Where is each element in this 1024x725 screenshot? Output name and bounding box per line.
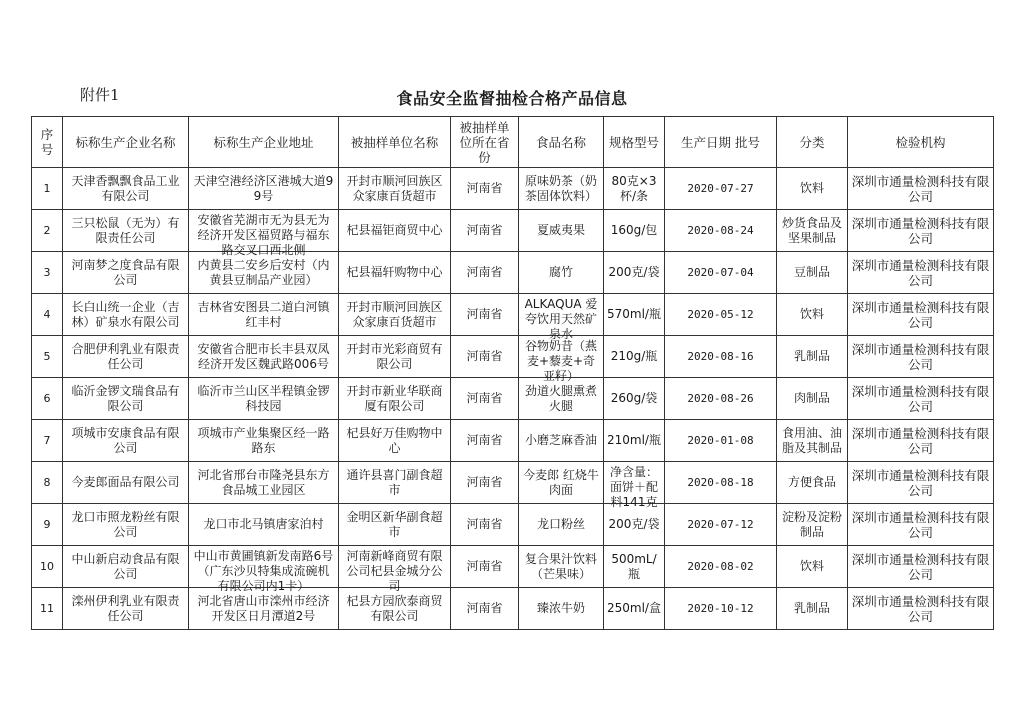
cell-address-text: 项城市产业集聚区经一路路东 xyxy=(197,425,330,455)
cell-sampled-unit-text: 杞县好万佳购物中心 xyxy=(346,425,443,455)
cell-category-text: 豆制品 xyxy=(793,265,830,279)
table-row xyxy=(32,210,994,252)
cell-seq xyxy=(32,504,63,546)
cell-sampled-unit xyxy=(339,546,451,593)
cell-production-date xyxy=(665,588,777,630)
cell-lab-text: 深圳市通量检测科技有限公司 xyxy=(851,341,990,372)
cell-province-text: 河南省 xyxy=(466,433,503,447)
cell-province xyxy=(451,420,519,462)
cell-production-date xyxy=(665,378,777,420)
cell-food-name-text: 腐竹 xyxy=(548,265,573,279)
cell-address-text: 河北省唐山市滦州市经济开发区日月潭道2号 xyxy=(197,593,330,623)
cell-lab-text: 深圳市通量检测科技有限公司 xyxy=(851,299,990,330)
cell-seq-text: 11 xyxy=(40,602,54,615)
cell-maker-text: 项城市安康食品有限公司 xyxy=(71,425,180,455)
cell-production-date-text: 2020-08-26 xyxy=(687,392,754,405)
table-row xyxy=(32,546,994,588)
cell-food-name xyxy=(519,252,604,294)
cell-spec xyxy=(604,504,665,546)
cell-address-text: 天津空港经济区港城大道99号 xyxy=(193,173,334,203)
cell-province xyxy=(451,168,519,210)
cell-production-date xyxy=(665,420,777,462)
table-row xyxy=(32,336,994,378)
cell-food-name xyxy=(519,378,604,420)
cell-seq xyxy=(32,588,63,630)
cell-lab-text: 深圳市通量检测科技有限公司 xyxy=(851,425,990,456)
cell-production-date-text: 2020-08-16 xyxy=(687,350,754,363)
col-header-address: 标称生产企业地址 xyxy=(189,117,339,168)
col-header-spec: 规格型号 xyxy=(604,117,665,168)
cell-lab xyxy=(848,588,994,630)
cell-category-text: 淀粉及淀粉制品 xyxy=(781,509,842,539)
cell-province-text: 河南省 xyxy=(466,391,503,405)
cell-production-date xyxy=(665,294,777,336)
cell-seq xyxy=(32,378,63,420)
cell-address xyxy=(189,168,339,210)
page-title: 食品安全监督抽检合格产品信息 xyxy=(396,89,628,108)
cell-category xyxy=(777,168,848,210)
cell-province-text: 河南省 xyxy=(466,265,503,279)
table-row xyxy=(32,588,994,630)
cell-spec-text: 80克×3杯/条 xyxy=(611,173,657,203)
cell-maker xyxy=(63,168,189,210)
cell-maker xyxy=(63,420,189,462)
cell-food-name xyxy=(519,294,604,341)
cell-lab-text: 深圳市通量检测科技有限公司 xyxy=(851,257,990,288)
cell-sampled-unit-text: 杞县福钜商贸中心 xyxy=(346,223,443,237)
cell-category xyxy=(777,210,848,252)
cell-seq-text: 5 xyxy=(43,350,51,363)
cell-province-text: 河南省 xyxy=(466,517,503,531)
cell-category xyxy=(777,420,848,462)
cell-address-text: 安徽省合肥市长丰县双凤经济开发区魏武路006号 xyxy=(197,341,330,371)
table-header-row xyxy=(32,117,994,168)
cell-production-date-text: 2020-08-02 xyxy=(687,560,754,573)
cell-province-text: 河南省 xyxy=(466,307,503,321)
cell-seq xyxy=(32,336,63,378)
col-header-category: 分类 xyxy=(777,117,848,168)
cell-maker xyxy=(63,294,189,336)
cell-production-date-text: 2020-05-12 xyxy=(687,308,754,321)
cell-lab-text: 深圳市通量检测科技有限公司 xyxy=(851,509,990,540)
cell-category xyxy=(777,252,848,294)
cell-lab-text: 深圳市通量检测科技有限公司 xyxy=(851,551,990,582)
cell-spec-text: 200克/袋 xyxy=(608,265,660,279)
cell-spec xyxy=(604,420,665,462)
cell-category-text: 乳制品 xyxy=(793,601,830,615)
cell-sampled-unit-text: 开封市顺河回族区众家康百货超市 xyxy=(346,299,443,329)
col-header-sampled-unit: 被抽样单位名称 xyxy=(339,117,451,168)
cell-lab xyxy=(848,252,994,294)
cell-seq-text: 7 xyxy=(43,434,51,447)
cell-seq-text: 8 xyxy=(43,476,51,489)
cell-category xyxy=(777,378,848,420)
cell-province-text: 河南省 xyxy=(466,223,503,237)
cell-food-name xyxy=(519,336,604,383)
cell-sampled-unit-text: 杞县方园欣泰商贸有限公司 xyxy=(346,593,443,623)
cell-province xyxy=(451,378,519,420)
cell-spec-text: 160g/包 xyxy=(610,223,658,237)
cell-sampled-unit xyxy=(339,252,451,294)
cell-food-name-text: 臻浓牛奶 xyxy=(536,601,585,615)
cell-province xyxy=(451,462,519,504)
cell-maker xyxy=(63,378,189,420)
cell-maker xyxy=(63,210,189,252)
cell-lab xyxy=(848,210,994,252)
cell-sampled-unit-text: 开封市光彩商贸有限公司 xyxy=(346,341,443,371)
cell-food-name-text: 夏威夷果 xyxy=(536,223,585,237)
cell-food-name-text: 龙口粉丝 xyxy=(536,517,585,531)
cell-maker-text: 龙口市照龙粉丝有限公司 xyxy=(71,509,180,539)
cell-spec xyxy=(604,378,665,420)
cell-address xyxy=(189,252,339,294)
cell-food-name-text: 谷物奶昔（燕麦+藜麦+奇亚籽） xyxy=(524,338,597,383)
cell-lab-text: 深圳市通量检测科技有限公司 xyxy=(851,467,990,498)
cell-sampled-unit xyxy=(339,210,451,252)
cell-category-text: 乳制品 xyxy=(793,349,830,363)
col-header-food-name: 食品名称 xyxy=(519,117,604,168)
cell-food-name xyxy=(519,168,604,210)
cell-spec xyxy=(604,294,665,336)
cell-production-date xyxy=(665,252,777,294)
cell-lab-text: 深圳市通量检测科技有限公司 xyxy=(851,215,990,246)
cell-food-name xyxy=(519,210,604,252)
cell-seq xyxy=(32,168,63,210)
cell-province xyxy=(451,546,519,588)
cell-food-name-text: 小磨芝麻香油 xyxy=(524,433,597,447)
cell-lab xyxy=(848,294,994,336)
cell-maker xyxy=(63,588,189,630)
cell-sampled-unit xyxy=(339,336,451,378)
cell-category xyxy=(777,504,848,546)
cell-maker-text: 河南梦之度食品有限公司 xyxy=(71,257,180,287)
cell-seq xyxy=(32,210,63,252)
cell-production-date xyxy=(665,462,777,504)
cell-lab xyxy=(848,378,994,420)
cell-spec xyxy=(604,168,665,210)
cell-spec-text: 570ml/瓶 xyxy=(607,307,661,321)
cell-sampled-unit-text: 开封市新业华联商厦有限公司 xyxy=(346,383,443,413)
attachment-label: 附件1 xyxy=(80,86,120,104)
cell-production-date-text: 2020-01-08 xyxy=(687,434,754,447)
cell-food-name xyxy=(519,588,604,630)
cell-spec-text: 210ml/瓶 xyxy=(607,433,661,447)
cell-production-date-text: 2020-07-12 xyxy=(687,518,754,531)
cell-seq-text: 10 xyxy=(40,560,54,573)
cell-seq xyxy=(32,420,63,462)
cell-seq xyxy=(32,252,63,294)
cell-province-text: 河南省 xyxy=(466,349,503,363)
cell-spec-text: 250ml/盒 xyxy=(607,601,661,615)
cell-sampled-unit xyxy=(339,168,451,210)
cell-province xyxy=(451,504,519,546)
cell-seq-text: 2 xyxy=(43,224,51,237)
cell-food-name-text: ALKAQUA 爱夸饮用天然矿泉水 xyxy=(524,296,598,341)
cell-province xyxy=(451,210,519,252)
cell-province xyxy=(451,588,519,630)
cell-address xyxy=(189,210,339,257)
table-row xyxy=(32,504,994,546)
cell-province xyxy=(451,294,519,336)
cell-province xyxy=(451,252,519,294)
cell-spec xyxy=(604,252,665,294)
cell-sampled-unit xyxy=(339,294,451,336)
cell-production-date-text: 2020-08-18 xyxy=(687,476,754,489)
cell-maker-text: 长白山统一企业（吉林）矿泉水有限公司 xyxy=(71,299,180,329)
cell-category xyxy=(777,588,848,630)
cell-province-text: 河南省 xyxy=(466,475,503,489)
col-header-production-date: 生产日期 批号 xyxy=(665,117,777,168)
cell-address xyxy=(189,546,339,593)
cell-production-date-text: 2020-07-27 xyxy=(687,182,754,195)
cell-lab xyxy=(848,504,994,546)
cell-address xyxy=(189,420,339,462)
cell-maker-text: 合肥伊利乳业有限责任公司 xyxy=(71,341,180,371)
cell-address xyxy=(189,336,339,378)
cell-maker xyxy=(63,546,189,588)
cell-production-date xyxy=(665,546,777,588)
cell-lab xyxy=(848,168,994,210)
cell-spec-text: 210g/瓶 xyxy=(610,349,658,363)
cell-maker-text: 中山新启动食品有限公司 xyxy=(71,551,180,581)
table-row xyxy=(32,294,994,336)
cell-sampled-unit-text: 开封市顺河回族区众家康百货超市 xyxy=(346,173,443,203)
cell-sampled-unit xyxy=(339,378,451,420)
cell-production-date-text: 2020-07-04 xyxy=(687,266,754,279)
cell-maker-text: 滦州伊利乳业有限责任公司 xyxy=(71,593,180,623)
cell-lab xyxy=(848,462,994,504)
cell-seq-text: 6 xyxy=(43,392,51,405)
cell-maker-text: 天津香飘飘食品工业有限公司 xyxy=(71,173,180,203)
cell-food-name-text: 今麦郎 红烧牛肉面 xyxy=(523,467,599,497)
cell-category-text: 饮料 xyxy=(799,559,824,573)
cell-category-text: 肉制品 xyxy=(793,391,830,405)
cell-maker-text: 临沂金锣文瑞食品有限公司 xyxy=(71,383,180,413)
cell-address-text: 吉林省安图县二道白河镇红丰村 xyxy=(197,299,330,329)
cell-sampled-unit xyxy=(339,420,451,462)
cell-category xyxy=(777,294,848,336)
cell-category xyxy=(777,336,848,378)
cell-spec-text: 260g/袋 xyxy=(610,391,658,405)
cell-sampled-unit-text: 河南新峰商贸有限公司杞县金城分公司 xyxy=(346,548,443,593)
cell-sampled-unit xyxy=(339,504,451,546)
cell-sampled-unit-text: 通许县喜门副食超市 xyxy=(346,467,443,497)
cell-province-text: 河南省 xyxy=(466,181,503,195)
cell-province-text: 河南省 xyxy=(466,601,503,615)
col-header-lab: 检验机构 xyxy=(848,117,994,168)
cell-seq-text: 9 xyxy=(43,518,51,531)
cell-spec-text: 净含量：面饼＋配料141克 xyxy=(609,464,658,509)
cell-address-text: 安徽省芜湖市无为县无为经济开发区福贸路与福东路交叉口西北侧 xyxy=(197,212,330,257)
cell-address-text: 河北省邢台市隆尧县东方食品城工业园区 xyxy=(197,467,330,497)
cell-production-date xyxy=(665,336,777,378)
cell-food-name-text: 原味奶茶（奶茶固体饮料） xyxy=(524,173,597,203)
cell-food-name xyxy=(519,546,604,588)
cell-seq-text: 4 xyxy=(43,308,51,321)
cell-category-text: 饮料 xyxy=(799,307,824,321)
cell-sampled-unit xyxy=(339,462,451,504)
cell-production-date xyxy=(665,168,777,210)
cell-seq xyxy=(32,294,63,336)
cell-spec xyxy=(604,336,665,378)
cell-lab-text: 深圳市通量检测科技有限公司 xyxy=(851,593,990,624)
cell-sampled-unit-text: 杞县福轩购物中心 xyxy=(346,265,443,279)
cell-category xyxy=(777,546,848,588)
cell-category xyxy=(777,462,848,504)
cell-seq xyxy=(32,462,63,504)
cell-lab-text: 深圳市通量检测科技有限公司 xyxy=(851,383,990,414)
col-header-seq: 序号 xyxy=(32,117,63,168)
cell-address xyxy=(189,462,339,504)
cell-category-text: 方便食品 xyxy=(787,475,836,489)
cell-address-text: 龙口市北马镇唐家泊村 xyxy=(203,517,324,531)
cell-spec xyxy=(604,588,665,630)
cell-category-text: 饮料 xyxy=(799,181,824,195)
cell-maker-text: 三只松鼠（无为）有限责任公司 xyxy=(71,215,180,245)
cell-spec xyxy=(604,462,665,509)
table-row xyxy=(32,378,994,420)
cell-seq-text: 3 xyxy=(43,266,51,279)
cell-spec xyxy=(604,210,665,252)
cell-spec-text: 500mL/瓶 xyxy=(611,551,657,581)
cell-food-name xyxy=(519,420,604,462)
cell-seq xyxy=(32,546,63,588)
cell-address xyxy=(189,294,339,336)
cell-food-name xyxy=(519,504,604,546)
cell-maker xyxy=(63,462,189,504)
cell-category-text: 食用油、油脂及其制品 xyxy=(781,425,842,455)
inspection-table xyxy=(31,116,994,630)
cell-province-text: 河南省 xyxy=(466,559,503,573)
cell-lab xyxy=(848,546,994,588)
cell-address-text: 内黄县二安乡后安村（内黄县豆制品产业园） xyxy=(197,257,330,287)
cell-address xyxy=(189,504,339,546)
table-row xyxy=(32,252,994,294)
cell-production-date-text: 2020-10-12 xyxy=(687,602,754,615)
cell-province xyxy=(451,336,519,378)
cell-lab-text: 深圳市通量检测科技有限公司 xyxy=(851,173,990,204)
cell-spec xyxy=(604,546,665,588)
cell-seq-text: 1 xyxy=(43,182,51,195)
cell-food-name-text: 复合果汁饮料（芒果味） xyxy=(524,551,597,581)
col-header-maker: 标称生产企业名称 xyxy=(63,117,189,168)
cell-spec-text: 200克/袋 xyxy=(608,517,660,531)
cell-address-text: 中山市黄圃镇新发南路6号（广东沙贝特集成流碗机有限公司内1卡） xyxy=(193,548,334,593)
cell-maker xyxy=(63,252,189,294)
table-row xyxy=(32,420,994,462)
cell-food-name xyxy=(519,462,604,504)
table-row xyxy=(32,462,994,504)
cell-address xyxy=(189,378,339,420)
cell-maker-text: 今麦郎面品有限公司 xyxy=(71,475,180,489)
cell-category-text: 炒货食品及坚果制品 xyxy=(781,215,842,245)
col-header-province: 被抽样单位所在省份 xyxy=(451,117,519,168)
cell-maker xyxy=(63,336,189,378)
cell-sampled-unit-text: 金明区新华副食超市 xyxy=(346,509,443,539)
cell-maker xyxy=(63,504,189,546)
cell-address-text: 临沂市兰山区半程镇金锣科技园 xyxy=(197,383,330,413)
cell-address xyxy=(189,588,339,630)
table-row xyxy=(32,168,994,210)
cell-production-date xyxy=(665,210,777,252)
cell-production-date xyxy=(665,504,777,546)
cell-sampled-unit xyxy=(339,588,451,630)
cell-lab xyxy=(848,336,994,378)
cell-food-name-text: 劲道火腿熏煮火腿 xyxy=(524,383,597,413)
cell-production-date-text: 2020-08-24 xyxy=(687,224,754,237)
cell-lab xyxy=(848,420,994,462)
